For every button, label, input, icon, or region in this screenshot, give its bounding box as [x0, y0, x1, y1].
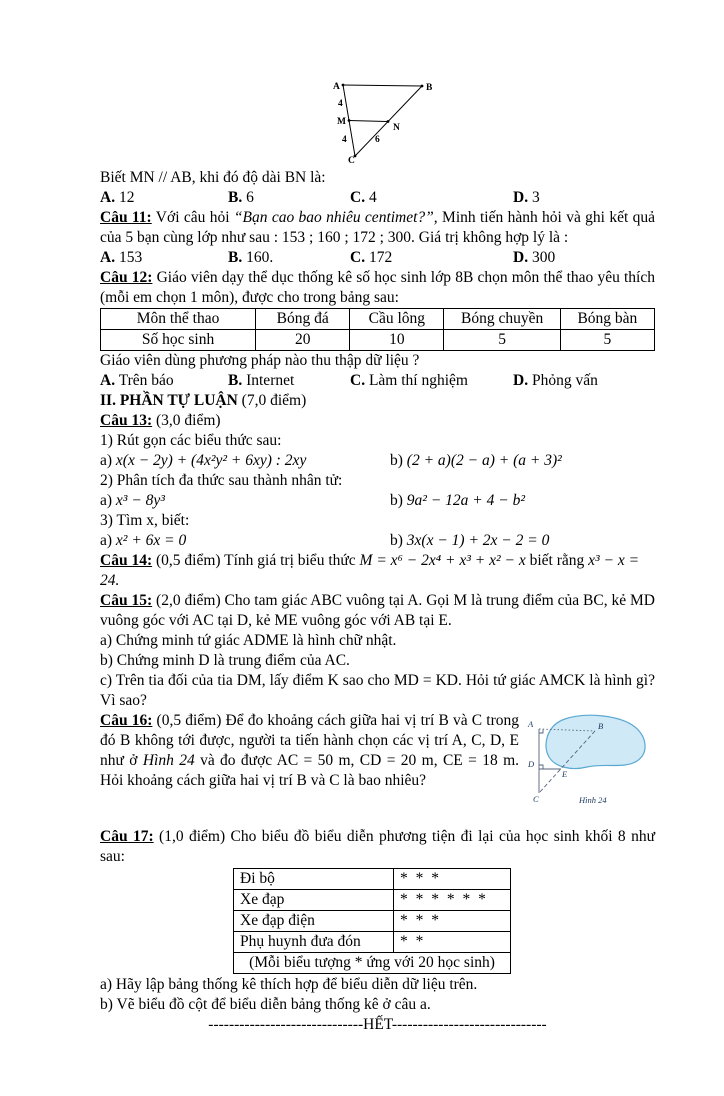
table-header-cell: Cầu lông — [350, 309, 444, 330]
option-letter: A. — [100, 372, 116, 389]
table-row — [234, 911, 511, 932]
table-cell: 5 — [560, 330, 654, 351]
q10-option-d — [513, 188, 655, 208]
segment-label-am: 4 — [338, 99, 343, 109]
q13-part2-a — [100, 491, 390, 511]
q12-label: Câu 12: — [100, 269, 153, 286]
math-expression: x(x − 2y) + (4x²y² + 6xy) : 2xy — [115, 452, 307, 469]
q12-option-c — [350, 371, 513, 391]
item-letter: a) — [100, 532, 113, 549]
table-row — [234, 869, 511, 890]
pond-figure — [525, 713, 655, 807]
option-text: 3 — [531, 189, 540, 206]
table-header-cell: Bóng bàn — [560, 309, 654, 330]
pictogram-label: Phụ huynh đưa đón — [234, 932, 394, 953]
item-letter: b) — [390, 492, 403, 509]
q10-option-c — [350, 188, 513, 208]
table-row — [234, 890, 511, 911]
pictogram-stars: * * — [394, 932, 511, 953]
vertex-label-b: B — [426, 83, 433, 93]
item-letter: a) — [100, 492, 113, 509]
triangle-figure — [298, 72, 483, 164]
section2-title: II. PHẦN TỰ LUẬN — [100, 392, 238, 409]
q16-block — [100, 711, 655, 809]
table-row — [234, 953, 511, 974]
q13-part3-a — [100, 531, 390, 551]
q13-part2-row — [100, 491, 655, 511]
item-letter: a) — [100, 452, 113, 469]
math-expression: x³ − x = 24. — [100, 552, 640, 589]
option-text: 6 — [246, 189, 254, 206]
q11-pre: Với câu hỏi — [151, 209, 234, 226]
triangle-labels — [333, 82, 433, 166]
q16-figure-ref: Hình 24 — [142, 752, 195, 769]
q14-mid: biết rằng — [525, 552, 589, 569]
q11-option-c — [350, 248, 513, 268]
math-expression: 9a² − 12a + 4 − b² — [406, 492, 525, 509]
option-text: Internet — [246, 372, 295, 389]
q13-part1-b — [390, 451, 655, 471]
pictogram-label: Xe đạp — [234, 890, 394, 911]
q13-points: (3,0 điểm) — [152, 412, 221, 429]
vertex-label-n: N — [393, 123, 400, 133]
option-letter: A. — [100, 189, 116, 206]
q13-part1-a — [100, 451, 390, 471]
q13-label: Câu 13: — [100, 412, 153, 429]
q11-text — [100, 208, 655, 248]
section2-points: (7,0 điểm) — [237, 392, 307, 409]
option-text: 4 — [368, 189, 377, 206]
q13-part2-title: 2) Phân tích đa thức sau thành nhân tử: — [100, 472, 343, 489]
vertex-label-c: C — [348, 156, 355, 166]
math-expression: x² + 6x = 0 — [115, 532, 187, 549]
option-text: Làm thí nghiệm — [368, 372, 468, 389]
pictogram-note: (Mỗi biểu tượng * ứng với 20 học sinh) — [234, 953, 511, 974]
q13-part3-b — [390, 531, 655, 551]
q11-label: Câu 11: — [100, 209, 152, 226]
pictogram-label: Xe đạp điện — [234, 911, 394, 932]
table-cell: 10 — [350, 330, 444, 351]
q12-text — [100, 268, 655, 308]
q17-label: Câu 17: — [100, 828, 154, 845]
table-cell: 20 — [256, 330, 350, 351]
option-letter: B. — [228, 249, 243, 266]
option-text: Phỏng vấn — [531, 372, 598, 389]
q17-body: (1,0 điểm) Cho biểu đồ biểu diễn phương tiện đi lại của học sinh khối 8 như sau: — [100, 828, 655, 865]
q15-label: Câu 15: — [100, 592, 153, 609]
exam-page — [0, 72, 724, 1096]
point-label-d: D — [528, 759, 535, 769]
q13-part1-row — [100, 451, 655, 471]
q15-body: (2,0 điểm) Cho tam giác ABC vuông tại A. Gọi M là trung điểm của BC, kẻ MD vuông góc với AC tại D, kẻ ME vuông góc với AB tại E. — [100, 592, 656, 629]
q17-pictogram-table — [233, 868, 511, 974]
option-letter: D. — [513, 372, 529, 389]
q12-option-b — [228, 371, 350, 391]
q16-post: và đo được AC = 50 m, CD = 20 m, CE = 18 m. Hỏi khoảng cách giữa hai vị trí B và C là bao nhiêu? — [100, 752, 520, 789]
segment-label-mc: 4 — [342, 135, 347, 145]
option-letter: D. — [513, 249, 529, 266]
vertex-label-m: M — [337, 117, 346, 127]
option-letter: C. — [350, 249, 366, 266]
q11-option-a — [100, 248, 228, 268]
math-expression: x³ − 8y³ — [115, 492, 165, 509]
q16-label: Câu 16: — [100, 712, 153, 729]
q17-item-a: a) Hãy lập bảng thống kê thích hợp để biểu diễn dữ liệu trên. — [100, 976, 478, 993]
q15-item-c: c) Trên tia đối của tia DM, lấy điểm K sao cho MD = KD. Hỏi tứ giác AMCK là hình gì? Vì sao? — [100, 672, 655, 709]
q17-item-b: b) Vẽ biểu đồ cột để biểu diễn bảng thống kê ở câu a. — [100, 996, 431, 1013]
option-letter: D. — [513, 189, 529, 206]
table-cell: 5 — [444, 330, 560, 351]
pond-shape — [546, 715, 645, 768]
q13-part2-b — [390, 491, 655, 511]
table-cell: Số học sinh — [101, 330, 256, 351]
option-text: 172 — [368, 249, 393, 266]
q12-options — [100, 371, 655, 391]
option-text: 12 — [118, 189, 135, 206]
q12-option-a — [100, 371, 228, 391]
q11-option-b — [228, 248, 350, 268]
q10-question: Biết MN // AB, khi đó độ dài BN là: — [100, 169, 326, 186]
q14-label: Câu 14: — [100, 552, 153, 569]
math-expression: 3x(x − 1) + 2x − 2 = 0 — [406, 532, 550, 549]
q12-body: Giáo viên dạy thể dục thống kê số học sinh lớp 8B chọn môn thể thao yêu thích (mỗi em chọn 1 môn), được cho trong bảng sau: — [100, 269, 655, 306]
option-letter: C. — [350, 189, 366, 206]
vertex-label-a: A — [333, 82, 340, 92]
math-expression: M = x⁶ − 2x⁴ + x³ + x² − x — [359, 552, 526, 569]
figure-caption: Hình 24 — [579, 795, 607, 805]
q15-item-b: b) Chứng minh D là trung điểm của AC. — [100, 652, 350, 669]
q14-text — [100, 551, 655, 591]
q15-text — [100, 591, 655, 631]
section2-heading — [100, 391, 655, 411]
end-of-exam-line: ------------------------------HẾT------------------------------ — [208, 1016, 547, 1033]
option-text: 300 — [531, 249, 556, 266]
point-label-a: A — [528, 719, 534, 729]
table-header-cell: Bóng chuyền — [444, 309, 560, 330]
q10-options — [100, 188, 655, 208]
table-row — [234, 932, 511, 953]
q13-part3-title: 3) Tìm x, biết: — [100, 512, 190, 529]
point-label-c: C — [533, 794, 539, 804]
point-label-b: B — [598, 721, 604, 731]
q10-option-b — [228, 188, 350, 208]
table-row — [101, 309, 655, 330]
table-row — [101, 330, 655, 351]
math-expression: (2 + a)(2 − a) + (a + 3)² — [406, 452, 562, 469]
triangle-edges — [343, 85, 422, 156]
q11-quote: “Bạn cao bao nhiêu centimet?”, — [233, 209, 438, 226]
option-text: Trên báo — [118, 372, 174, 389]
option-text: 160. — [246, 249, 274, 266]
q13-heading — [100, 411, 655, 431]
q11-options — [100, 248, 655, 268]
q16-pre: (0,5 điểm) Để đo khoảng cách giữa hai vị trí B và C trong đó B không tới được, người ta tiến hành chọn các vị trí A, C, D, E như ở — [100, 712, 519, 769]
table-header-cell: Môn thể thao — [101, 309, 256, 330]
point-label-e: E — [562, 769, 568, 779]
option-letter: C. — [350, 372, 366, 389]
q11-post: Minh tiến hành hỏi và ghi kết quả của 5 bạn cùng lớp như sau : 153 ; 160 ; 172 ; 300. Giá trị không hợp lý là : — [100, 209, 656, 246]
q12-option-d — [513, 371, 655, 391]
q12-question: Giáo viên dùng phương pháp nào thu thập dữ liệu ? — [100, 352, 420, 369]
pictogram-stars: * * * * * * — [394, 890, 511, 911]
option-text: 153 — [118, 249, 143, 266]
pictogram-stars: * * * — [394, 911, 511, 932]
q17-text — [100, 827, 655, 867]
q15-item-a: a) Chứng minh tứ giác ADME là hình chữ nhật. — [100, 632, 397, 649]
item-letter: b) — [390, 452, 403, 469]
option-letter: B. — [228, 372, 243, 389]
q11-option-d — [513, 248, 655, 268]
pictogram-label: Đi bộ — [234, 869, 394, 890]
pictogram-stars: * * * — [394, 869, 511, 890]
table-header-cell: Bóng đá — [256, 309, 350, 330]
q14-pre: (0,5 điểm) Tính giá trị biểu thức — [152, 552, 360, 569]
segment-label-cn: 6 — [375, 135, 380, 145]
option-letter: A. — [100, 249, 116, 266]
item-letter: b) — [390, 532, 403, 549]
option-letter: B. — [228, 189, 243, 206]
q10-option-a — [100, 188, 228, 208]
q13-part3-row — [100, 531, 655, 551]
q13-part1-title: 1) Rút gọn các biểu thức sau: — [100, 432, 282, 449]
q12-sport-table — [100, 308, 655, 351]
